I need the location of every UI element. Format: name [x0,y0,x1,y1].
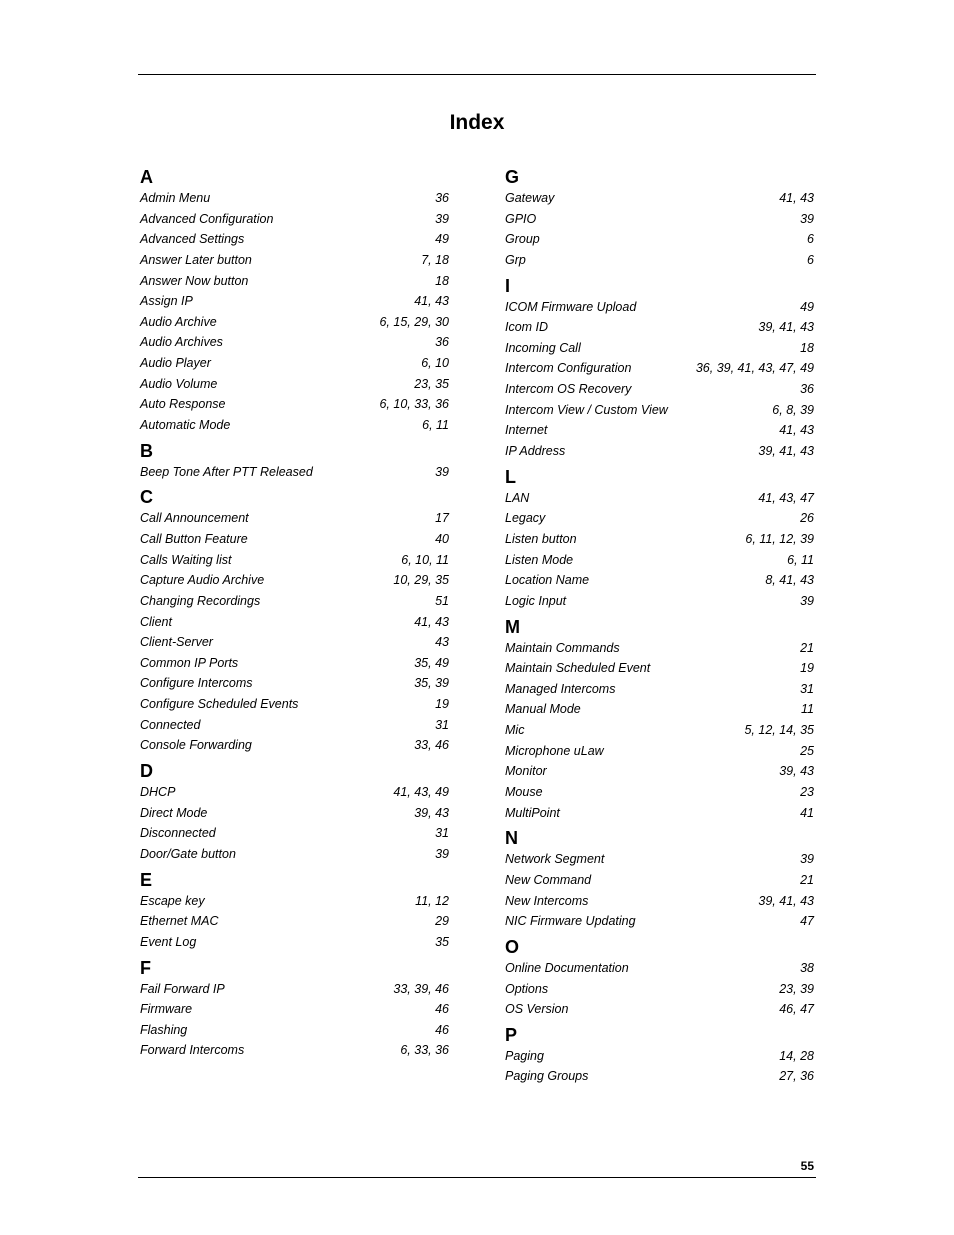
entry-pages: 47 [800,914,814,929]
index-entry [505,379,814,400]
index-entry [140,415,449,436]
index-entry [505,958,814,979]
index-entry [505,209,814,230]
entry-pages: 39, 43 [414,805,449,820]
entry-term: Gateway [505,191,555,205]
index-entry [505,529,814,550]
entry-list [505,297,814,462]
index-entry [505,570,814,591]
index-entry [140,570,449,591]
entry-term: Audio Volume [140,376,218,391]
entry-term: Direct Mode [140,805,208,820]
entry-pages: 6, 10, 11 [401,552,449,567]
index-entry [140,782,449,803]
entry-pages: 38 [800,960,814,975]
entry-pages: 31 [435,717,449,732]
entry-term: New Intercoms [505,893,589,908]
entry-list [140,462,449,483]
entry-pages: 51 [435,593,449,608]
entry-term: Network Segment [505,852,605,867]
section-letter: A [140,167,153,187]
section-letter: P [505,1024,518,1045]
entry-pages: 36, 39, 41, 43, 47, 49 [695,361,814,376]
entry-list [505,849,814,932]
entry-term: Console Forwarding [140,738,252,753]
index-entry [505,979,814,1000]
entry-pages: 18 [435,273,449,288]
index-entry [140,1020,449,1041]
entry-list [505,188,814,271]
index-entry [140,229,449,250]
entry-term: MultiPoint [505,805,560,820]
index-entry [140,312,449,333]
index-entry [505,870,814,891]
entry-term: Answer Later button [140,252,252,267]
entry-term: Common IP Ports [140,655,239,670]
index-entry [505,338,814,359]
entry-term: Audio Archive [140,314,217,329]
entry-list [505,638,814,824]
entry-pages: 39 [435,211,449,226]
index-section [140,166,449,436]
entry-term: Calls Waiting list [140,552,232,567]
index-entry [140,932,449,953]
entry-term: Microphone uLaw [505,743,604,758]
index-section [505,827,814,932]
section-letter: E [140,869,153,890]
index-entry [140,612,449,633]
index-entry [140,653,449,674]
entry-pages: 36 [435,335,449,350]
index-entry [505,1066,814,1087]
index-section [505,466,814,612]
entry-pages: 17 [435,511,449,526]
entry-pages: 19 [800,661,814,676]
index-entry [505,400,814,421]
index-entry [140,979,449,1000]
entry-pages: 49 [800,299,814,314]
index-entry [140,462,449,483]
section-letter: O [505,936,520,957]
entry-term: Audio Archives [140,335,223,350]
entry-term: Grp [505,252,526,267]
entry-pages: 5, 12, 14, 35 [744,723,814,738]
entry-pages: 31 [800,681,814,696]
index-entry [505,508,814,529]
entry-pages: 39, 41, 43 [758,444,814,459]
entry-list [140,508,449,756]
index-entry [140,374,449,395]
entry-term: Event Log [140,934,197,949]
index-section [505,275,814,462]
entry-pages: 35, 39 [414,676,449,691]
index-entry [140,508,449,529]
entry-term: Advanced Configuration [140,211,274,226]
index-column-right [505,164,814,1091]
entry-term: Maintain Scheduled Event [505,661,651,676]
entry-term: Connected [140,717,201,732]
entry-pages: 10, 29, 35 [393,573,449,588]
entry-pages: 21 [800,640,814,655]
index-entry [140,1040,449,1061]
entry-pages: 39 [435,846,449,861]
section-letter: D [140,761,153,782]
entry-term: Answer Now button [140,273,249,288]
entry-term: Listen Mode [505,552,574,567]
entry-pages: 31 [435,826,449,841]
index-column-left [140,164,449,1065]
section-letter: N [505,828,518,849]
entry-pages: 23, 35 [414,376,449,391]
index-entry [140,844,449,865]
index-entry [140,632,449,653]
entry-pages: 6, 11 [787,552,814,567]
index-section [505,166,814,271]
entry-term: Door/Gate button [140,846,236,861]
section-letter: I [505,275,511,296]
entry-list [140,782,449,865]
section-letter: M [505,616,520,637]
entry-term: Call Button Feature [140,531,248,546]
entry-list [140,188,449,436]
entry-pages: 19 [435,697,449,712]
index-entry [505,658,814,679]
entry-pages: 46 [435,1022,449,1037]
entry-pages: 6, 11 [422,418,449,433]
entry-term: Ethernet MAC [140,914,219,929]
entry-pages: 40 [435,531,449,546]
index-entry [505,591,814,612]
header-rule [138,74,816,75]
section-letter: G [505,167,520,187]
index-entry [505,250,814,271]
entry-term: Advanced Settings [140,232,245,247]
entry-pages: 36 [435,191,449,205]
entry-pages: 35 [435,934,449,949]
entry-term: DHCP [140,785,176,800]
entry-term: Firmware [140,1002,193,1017]
index-entry [505,803,814,824]
footer-rule [138,1177,816,1178]
index-entry [140,911,449,932]
entry-term: Beep Tone After PTT Released [140,464,313,479]
index-entry [140,188,449,209]
index-entry [140,332,449,353]
entry-list [505,958,814,1020]
index-entry [140,271,449,292]
entry-pages: 36 [800,382,814,397]
index-section [140,486,449,756]
entry-pages: 39 [800,211,814,226]
entry-pages: 46, 47 [779,1002,814,1017]
entry-term: Monitor [505,764,547,779]
index-entry [140,803,449,824]
entry-term: Assign IP [140,294,193,309]
entry-pages: 18 [800,340,814,355]
index-entry [505,1046,814,1067]
entry-pages: 35, 49 [414,655,449,670]
index-entry [140,891,449,912]
index-entry [505,550,814,571]
entry-term: Mic [505,723,525,738]
index-entry [505,441,814,462]
index-entry [505,891,814,912]
index-entry [505,420,814,441]
entry-pages: 26 [800,511,814,526]
entry-term: Auto Response [140,397,226,412]
index-entry [505,911,814,932]
entry-term: Online Documentation [505,960,629,975]
index-entry [505,358,814,379]
entry-term: Maintain Commands [505,640,620,655]
index-section [140,440,449,483]
entry-pages: 41, 43, 47 [758,490,814,505]
entry-pages: 6 [807,232,814,247]
index-entry [505,317,814,338]
entry-term: IP Address [505,444,566,459]
index-entry [140,353,449,374]
entry-pages: 11 [801,702,814,717]
entry-term: Forward Intercoms [140,1043,245,1058]
entry-list [140,891,449,953]
entry-pages: 41, 43 [779,423,814,438]
entry-term: Listen button [505,531,577,546]
entry-term: Changing Recordings [140,593,261,608]
entry-term: Disconnected [140,826,216,841]
entry-pages: 6, 33, 36 [400,1043,449,1058]
entry-term: Location Name [505,573,590,588]
section-letter: F [140,957,151,978]
entry-term: GPIO [505,211,537,226]
entry-term: Fail Forward IP [140,981,225,996]
entry-term: Client [140,614,172,629]
index-entry [140,529,449,550]
entry-term: Audio Player [140,356,211,371]
index-entry [140,694,449,715]
entry-term: Icom ID [505,320,549,335]
entry-pages: 6, 11, 12, 39 [745,531,814,546]
entry-pages: 41, 43, 49 [393,785,449,800]
entry-pages: 29 [435,914,449,929]
index-entry [505,488,814,509]
index-entry [140,550,449,571]
entry-term: Legacy [505,511,546,526]
index-entry [140,823,449,844]
entry-pages: 6 [807,252,814,267]
entry-pages: 27, 36 [779,1069,814,1084]
entry-pages: 21 [800,872,814,887]
index-entry [505,761,814,782]
entry-term: Escape key [140,893,205,908]
index-section [505,936,814,1020]
index-entry [505,849,814,870]
entry-term: Configure Intercoms [140,676,253,691]
entry-pages: 11, 12 [415,893,449,908]
entry-term: Capture Audio Archive [140,573,265,588]
entry-term: Group [505,232,540,247]
entry-term: Internet [505,423,548,438]
entry-pages: 8, 41, 43 [765,573,814,588]
index-entry [140,673,449,694]
entry-term: New Command [505,872,592,887]
entry-term: Intercom View / Custom View [505,402,668,417]
entry-list [505,488,814,612]
index-entry [140,999,449,1020]
entry-pages: 14, 28 [779,1048,814,1063]
entry-pages: 46 [435,1002,449,1017]
entry-list [140,979,449,1062]
entry-term: Managed Intercoms [505,681,616,696]
section-letter: B [140,440,153,461]
entry-term: Flashing [140,1022,188,1037]
entry-pages: 43 [435,635,449,650]
entry-pages: 7, 18 [421,252,449,267]
index-entry [505,297,814,318]
index-entry [505,782,814,803]
entry-pages: 39 [435,464,449,479]
entry-pages: 39, 41, 43 [758,320,814,335]
entry-pages: 6, 15, 29, 30 [379,314,449,329]
entry-term: Mouse [505,785,543,800]
entry-pages: 23 [800,785,814,800]
index-section [505,616,814,824]
entry-pages: 39 [800,593,814,608]
entry-term: Intercom Configuration [505,361,632,376]
entry-pages: 33, 39, 46 [393,981,449,996]
entry-pages: 39 [800,852,814,867]
entry-term: Automatic Mode [140,418,231,433]
page-title: Index [449,111,505,134]
entry-term: Logic Input [505,593,567,608]
entry-list [505,1046,814,1087]
index-entry [505,720,814,741]
entry-term: Call Announcement [140,511,249,526]
entry-term: Configure Scheduled Events [140,697,299,712]
index-entry [140,209,449,230]
entry-pages: 23, 39 [779,981,814,996]
entry-pages: 25 [800,743,814,758]
index-entry [140,250,449,271]
entry-pages: 49 [435,232,449,247]
index-entry [140,591,449,612]
entry-pages: 41, 43 [414,614,449,629]
index-entry [505,229,814,250]
section-letter: C [140,487,153,508]
index-entry [140,394,449,415]
index-entry [505,679,814,700]
index-entry [140,735,449,756]
entry-term: Client-Server [140,635,213,650]
entry-term: Manual Mode [505,702,581,717]
entry-term: Intercom OS Recovery [505,382,632,397]
entry-term: Admin Menu [140,191,211,205]
index-section [505,1024,814,1087]
index-entry [505,638,814,659]
entry-term: NIC Firmware Updating [505,914,636,929]
index-section [140,869,449,953]
entry-term: Options [505,981,549,996]
index-section [140,760,449,865]
entry-pages: 39, 43 [779,764,814,779]
entry-term: ICOM Firmware Upload [505,299,637,314]
section-letter: L [505,466,516,487]
page-number: 55 [800,1159,814,1173]
entry-pages: 41, 43 [779,191,814,205]
index-entry [505,188,814,209]
entry-pages: 39, 41, 43 [758,893,814,908]
entry-term: Paging [505,1048,544,1063]
entry-pages: 41 [800,805,814,820]
entry-pages: 6, 10 [421,356,449,371]
index-entry [140,715,449,736]
entry-pages: 6, 8, 39 [772,402,814,417]
entry-pages: 6, 10, 33, 36 [379,397,449,412]
index-entry [505,699,814,720]
entry-term: OS Version [505,1002,569,1017]
index-section [140,957,449,1062]
index-entry [505,999,814,1020]
entry-term: LAN [505,490,530,505]
entry-pages: 33, 46 [414,738,449,753]
index-entry [505,741,814,762]
entry-term: Incoming Call [505,340,581,355]
index-entry [140,291,449,312]
entry-pages: 41, 43 [414,294,449,309]
entry-term: Paging Groups [505,1069,589,1084]
